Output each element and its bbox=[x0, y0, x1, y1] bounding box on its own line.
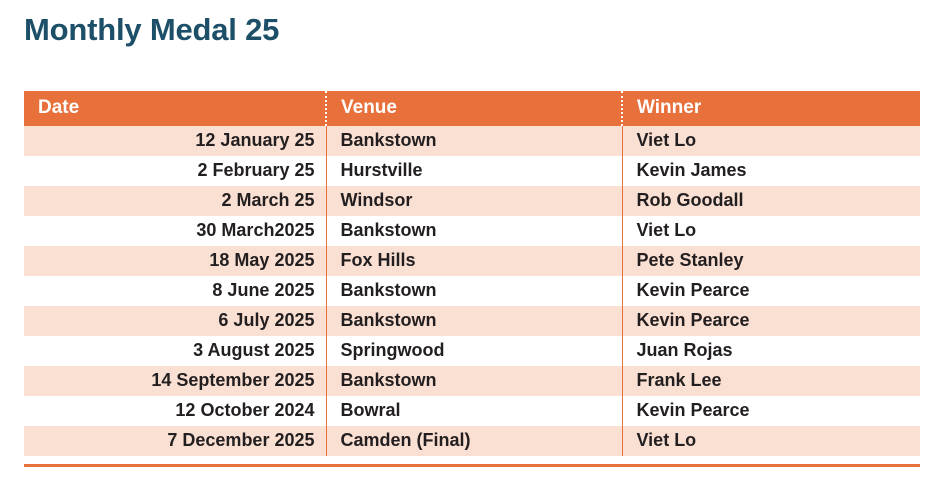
cell-winner: Viet Lo bbox=[622, 126, 920, 156]
column-header-winner: Winner bbox=[622, 91, 920, 126]
cell-date: 6 July 2025 bbox=[24, 306, 326, 336]
cell-date: 7 December 2025 bbox=[24, 426, 326, 456]
cell-venue: Bankstown bbox=[326, 306, 622, 336]
table-row bbox=[24, 306, 920, 336]
cell-venue: Bankstown bbox=[326, 366, 622, 396]
table-body bbox=[24, 126, 920, 456]
cell-date: 30 March2025 bbox=[24, 216, 326, 246]
column-header-venue: Venue bbox=[326, 91, 622, 126]
cell-venue: Fox Hills bbox=[326, 246, 622, 276]
table-row bbox=[24, 156, 920, 186]
cell-winner: Kevin James bbox=[622, 156, 920, 186]
table-bottom-rule bbox=[24, 464, 920, 467]
cell-winner: Juan Rojas bbox=[622, 336, 920, 366]
cell-date: 12 October 2024 bbox=[24, 396, 326, 426]
medal-table-container bbox=[24, 91, 920, 456]
cell-date: 2 March 25 bbox=[24, 186, 326, 216]
table-row bbox=[24, 366, 920, 396]
table-row bbox=[24, 126, 920, 156]
cell-venue: Bowral bbox=[326, 396, 622, 426]
cell-venue: Bankstown bbox=[326, 126, 622, 156]
cell-date: 18 May 2025 bbox=[24, 246, 326, 276]
cell-venue: Bankstown bbox=[326, 276, 622, 306]
cell-venue: Springwood bbox=[326, 336, 622, 366]
table-row bbox=[24, 426, 920, 456]
table-row bbox=[24, 396, 920, 426]
cell-venue: Bankstown bbox=[326, 216, 622, 246]
cell-winner: Viet Lo bbox=[622, 426, 920, 456]
cell-winner: Kevin Pearce bbox=[622, 306, 920, 336]
cell-venue: Hurstville bbox=[326, 156, 622, 186]
cell-date: 8 June 2025 bbox=[24, 276, 326, 306]
cell-winner: Frank Lee bbox=[622, 366, 920, 396]
monthly-medal-table bbox=[24, 91, 920, 456]
column-header-date: Date bbox=[24, 91, 326, 126]
table-row bbox=[24, 246, 920, 276]
cell-winner: Pete Stanley bbox=[622, 246, 920, 276]
cell-date: 3 August 2025 bbox=[24, 336, 326, 366]
cell-date: 2 February 25 bbox=[24, 156, 326, 186]
cell-winner: Kevin Pearce bbox=[622, 276, 920, 306]
table-header bbox=[24, 91, 920, 126]
cell-date: 14 September 2025 bbox=[24, 366, 326, 396]
table-row bbox=[24, 276, 920, 306]
cell-venue: Windsor bbox=[326, 186, 622, 216]
table-row bbox=[24, 336, 920, 366]
cell-winner: Kevin Pearce bbox=[622, 396, 920, 426]
cell-winner: Rob Goodall bbox=[622, 186, 920, 216]
table-header-row bbox=[24, 91, 920, 126]
table-row bbox=[24, 216, 920, 246]
cell-venue: Camden (Final) bbox=[326, 426, 622, 456]
page-title: Monthly Medal 25 bbox=[24, 12, 280, 47]
table-row bbox=[24, 186, 920, 216]
cell-winner: Viet Lo bbox=[622, 216, 920, 246]
cell-date: 12 January 25 bbox=[24, 126, 326, 156]
